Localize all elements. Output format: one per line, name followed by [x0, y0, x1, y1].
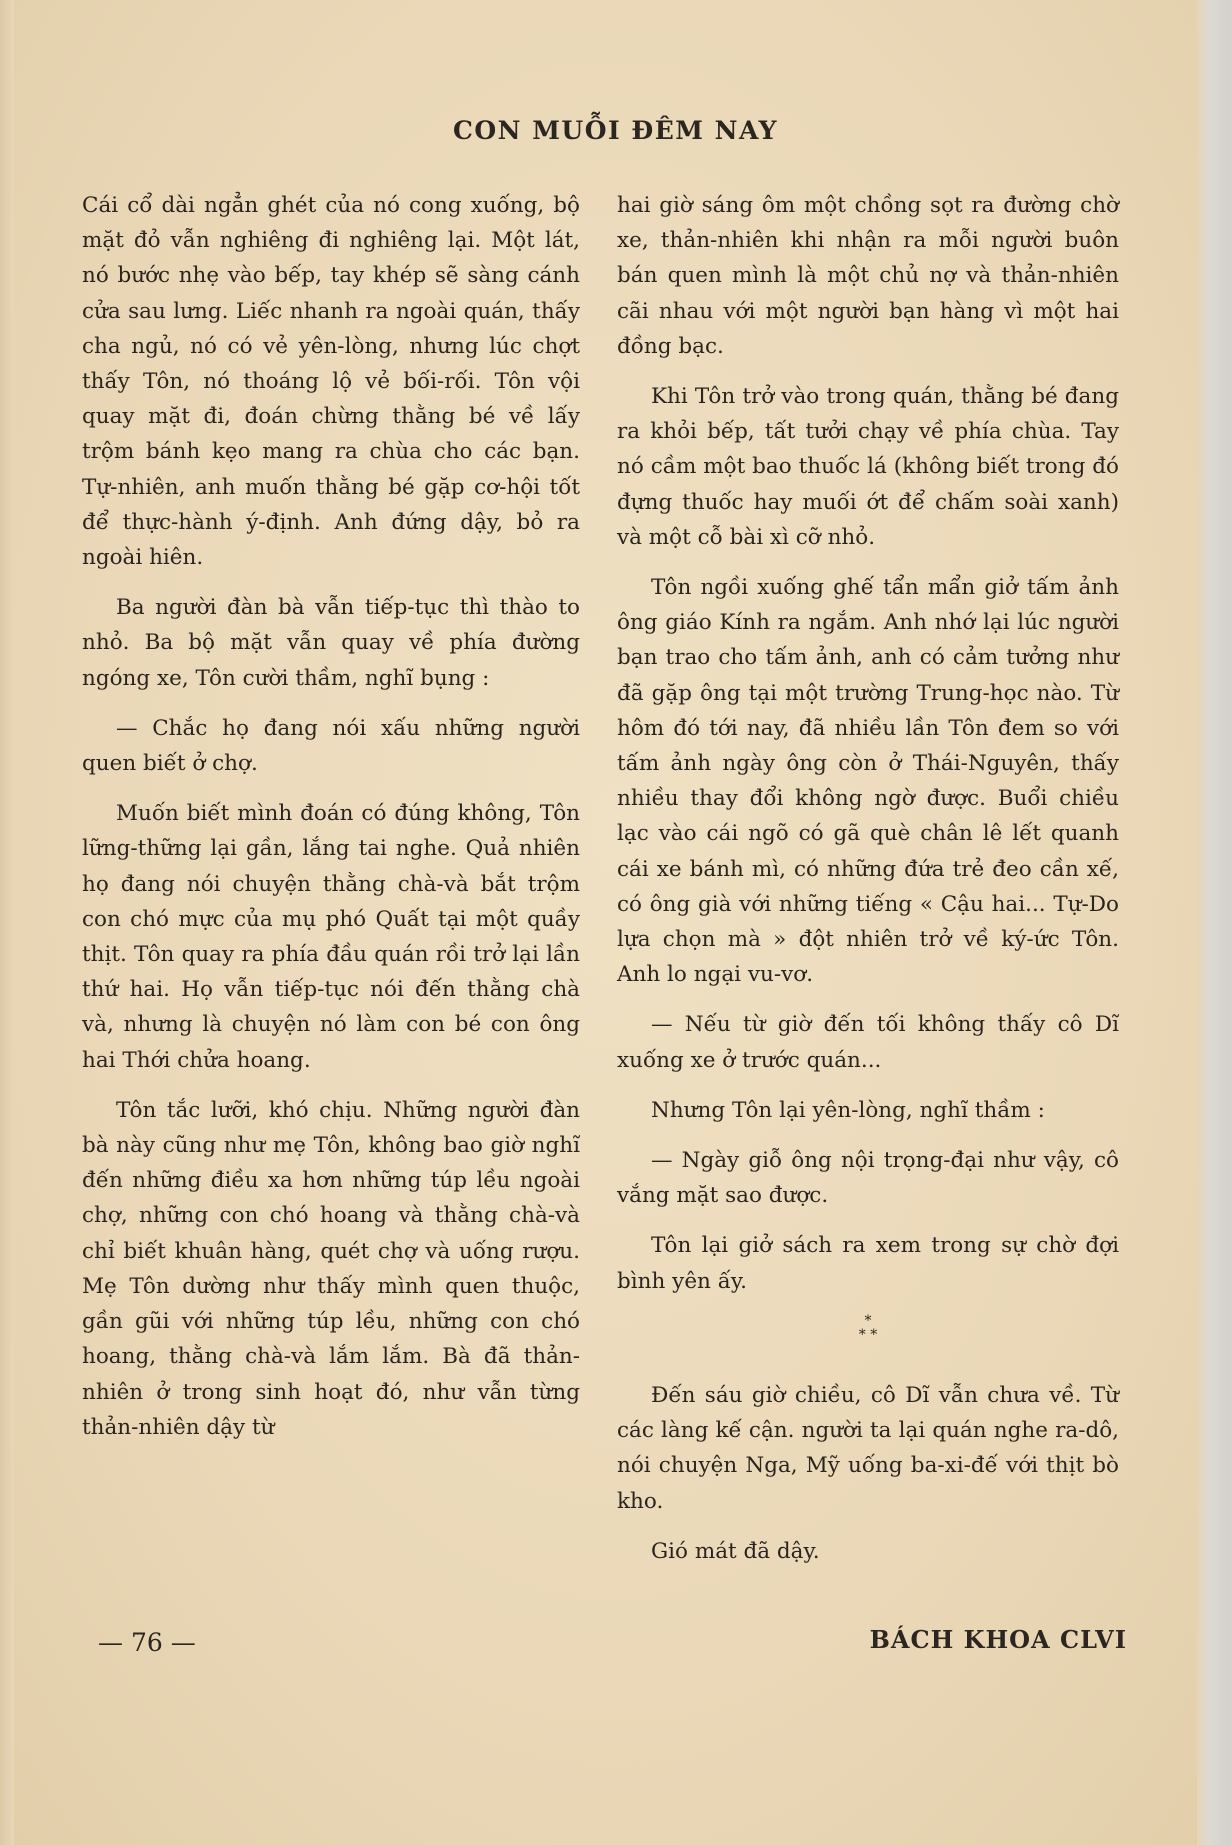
paragraph: Nhưng Tôn lại yên-lòng, nghĩ thầm :: [651, 1097, 1045, 1123]
paragraph: Cái cổ dài ngẳn ghét của nó cong xuống, bộ mặt đỏ vẫn nghiêng đi nghiêng lại. Một lát, nó bước nhẹ vào bếp, tay khép sẽ sàng cánh cửa sau lưng. Liếc nhanh ra ngoài quán, thấy cha ngủ, nó có vẻ yên-lòng, nhưng lúc chợt thấy Tôn, nó thoáng lộ vẻ bối-rối. Tôn vội quay mặt đi, đoán chừng thằng bé về lấy trộm bánh kẹo mang ra chùa cho các bạn. Tự-nhiên, anh muốn thằng bé gặp cơ-hội tốt để thực-hành ý-định. Anh đứng dậy, bỏ ra ngoài hiên.: [82, 193, 580, 571]
paragraph: Tôn lại giở sách ra xem trong sự chờ đợi bình yên ấy.: [617, 1233, 1119, 1294]
section-separator: [617, 1314, 1119, 1342]
paragraph: Đến sáu giờ chiều, cô Dĩ vẫn chưa về. Từ các làng kế cận. người ta lại quán nghe ra-dô, nói chuyện Nga, Mỹ uống ba-xi-đế với thịt bò kho.: [617, 1382, 1119, 1514]
paragraph: Tôn tắc lưỡi, khó chịu. Những người đàn bà này cũng như mẹ Tôn, không bao giờ nghĩ đến những điều xa hơn những túp lều ngoài chợ, những con chó hoang và thằng chà-và chỉ biết khuân hàng, quét chợ và uống rượu. Mẹ Tôn dường như thấy mình quen thuộc, gần gũi với những túp lều, những con chó hoang, thằng chà-và lắm lắm. Bà đã thản-nhiên ở trong sinh hoạt đó, như vẫn từng thản-nhiên dậy từ: [82, 1097, 580, 1440]
running-title: CON MUỖI ĐÊM NAY: [452, 116, 778, 145]
page-left-edge: [0, 0, 14, 1845]
right-column: [617, 188, 1119, 1584]
page-right-edge: [1197, 0, 1231, 1845]
paragraph: Khi Tôn trở vào trong quán, thằng bé đang ra khỏi bếp, tất tưởi chạy về phía chùa. Tay nó cầm một bao thuốc lá (không biết trong đó đựng thuốc hay muối ớt để chấm soài xanh) và một cỗ bài xì cỡ nhỏ.: [617, 384, 1119, 550]
left-column: [82, 188, 580, 1460]
dialogue-line: — Nếu từ giờ đến tối không thấy cô Dĩ xuống xe ở trước quán...: [617, 1012, 1119, 1073]
paragraph: hai giờ sáng ôm một chồng sọt ra đường chờ xe, thản-nhiên khi nhận ra mỗi người buôn bán quen mình là một chủ nợ và thản-nhiên cãi nhau với một người bạn hàng vì một hai đồng bạc.: [617, 193, 1119, 359]
separator-star-top: *: [864, 1312, 872, 1329]
dialogue-line: — Ngày giỗ ông nội trọng-đại như vậy, cô vắng mặt sao được.: [617, 1148, 1119, 1209]
dialogue-line: — Chắc họ đang nói xấu những người quen biết ở chợ.: [82, 715, 580, 777]
paragraph: Ba người đàn bà vẫn tiếp-tục thì thào to nhỏ. Ba bộ mặt vẫn quay về phía đường ngóng xe, Tôn cười thầm, nghĩ bụng :: [82, 595, 580, 691]
paragraph: Gió mát đã dậy.: [651, 1538, 820, 1564]
journal-name: BÁCH KHOA CLVI: [869, 1625, 1127, 1654]
separator-star-bottom: * *: [858, 1326, 878, 1343]
paragraph: Tôn ngồi xuống ghế tẩn mẩn giở tấm ảnh ông giáo Kính ra ngắm. Anh nhớ lại lúc người bạn trao cho tấm ảnh, anh có cảm tưởng như đã gặp ông tại một trường Trung-học nào. Từ hôm đó tới nay, đã nhiều lần Tôn đem so với tấm ảnh ngày ông còn ở Thái-Nguyên, thấy nhiều thay đổi không ngờ được. Buổi chiều lạc vào cái ngõ có gã què chân lê lết quanh cái xe bánh mì, có những đứa trẻ đeo cần xế, có ông già với những tiếng « Cậu hai... Tự-Do lựa chọn mà » đột nhiên trở về ký-ức Tôn. Anh lo ngại vu-vơ.: [617, 575, 1119, 988]
paragraph: Muốn biết mình đoán có đúng không, Tôn lững-thững lại gần, lắng tai nghe. Quả nhiên họ đang nói chuyện thằng chà-và bắt trộm con chó mực của mụ phó Quất tại một quầy thịt. Tôn quay ra phía đầu quán rồi trở lại lần thứ hai. Họ vẫn tiếp-tục nói đến thằng chà và, nhưng là chuyện nó làm con bé con ông hai Thới chửa hoang.: [82, 801, 580, 1073]
page-number: — 76 —: [98, 1628, 196, 1657]
